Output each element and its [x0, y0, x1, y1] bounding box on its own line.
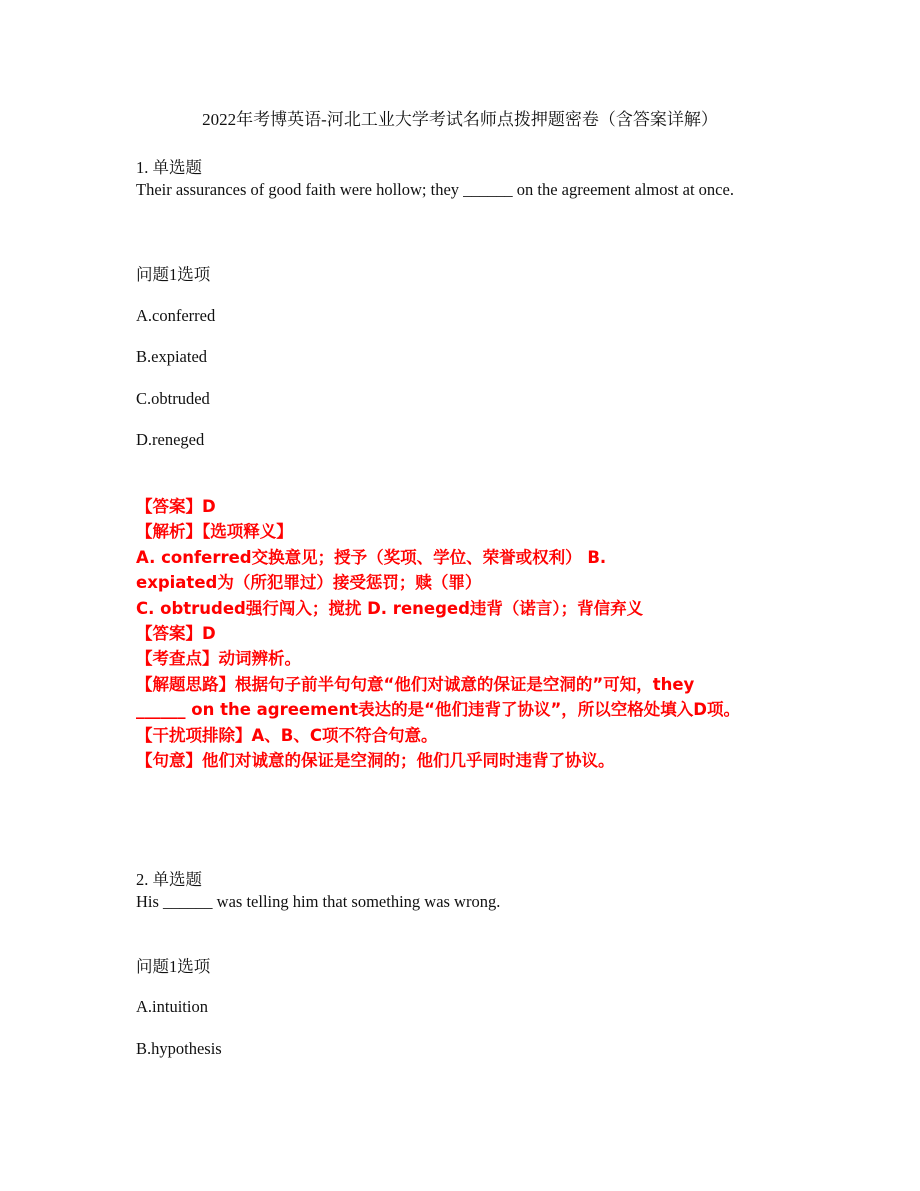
question-1-options-label: 问题1选项 [136, 265, 211, 284]
question-1-option-a: A.conferred [136, 306, 216, 325]
reasoning-line-1: 【解题思路】根据句子前半句句意“他们对诚意的保证是空洞的”可知，they [136, 674, 695, 694]
question-2-option-a: A.intuition [136, 997, 208, 1016]
question-1-explanation [136, 494, 796, 773]
sentence-meaning-line: 【句意】他们对诚意的保证是空洞的；他们几乎同时违背了协议。 [136, 751, 615, 771]
question-2-options-label: 问题1选项 [136, 957, 211, 976]
option-meaning-line-2: expiated为（所犯罪过）接受惩罚；赎（罪） [136, 573, 482, 593]
question-1-option-b: B.expiated [136, 347, 208, 366]
question-2-text: His ______ was telling him that something was wrong. [136, 892, 501, 911]
test-point-line: 【考查点】动词辨析。 [136, 649, 301, 669]
answer-line: 【答案】D [136, 497, 216, 516]
option-meaning-line-3: C. obtruded强行闯入；搅扰 D. reneged违背（诺言）；背信弃义 [136, 598, 644, 618]
distractor-line: 【干扰项排除】A、B、C项不符合句意。 [136, 725, 438, 745]
answer-line-repeat: 【答案】D [136, 624, 216, 644]
question-1-header: 1. 单选题 [136, 158, 202, 177]
option-meaning-line-1: A. conferred交换意见；授予（奖项、学位、荣誉或权利） B. [136, 547, 607, 567]
document-title: 2022年考博英语-河北工业大学考试名师点拨押题密卷（含答案详解） [202, 110, 718, 129]
question-1-text: Their assurances of good faith were hollow; they ______ on the agreement almost at once. [136, 180, 734, 199]
question-2-option-b: B.hypothesis [136, 1039, 222, 1058]
question-1-option-d: D.reneged [136, 430, 205, 449]
reasoning-line-2: ______ on the agreement表达的是“他们违背了协议”，所以空格处填入D项。 [136, 700, 741, 720]
question-1-option-c: C.obtruded [136, 389, 210, 408]
question-2-header: 2. 单选题 [136, 870, 202, 889]
analysis-heading: 【解析】【选项释义】 [136, 522, 293, 542]
